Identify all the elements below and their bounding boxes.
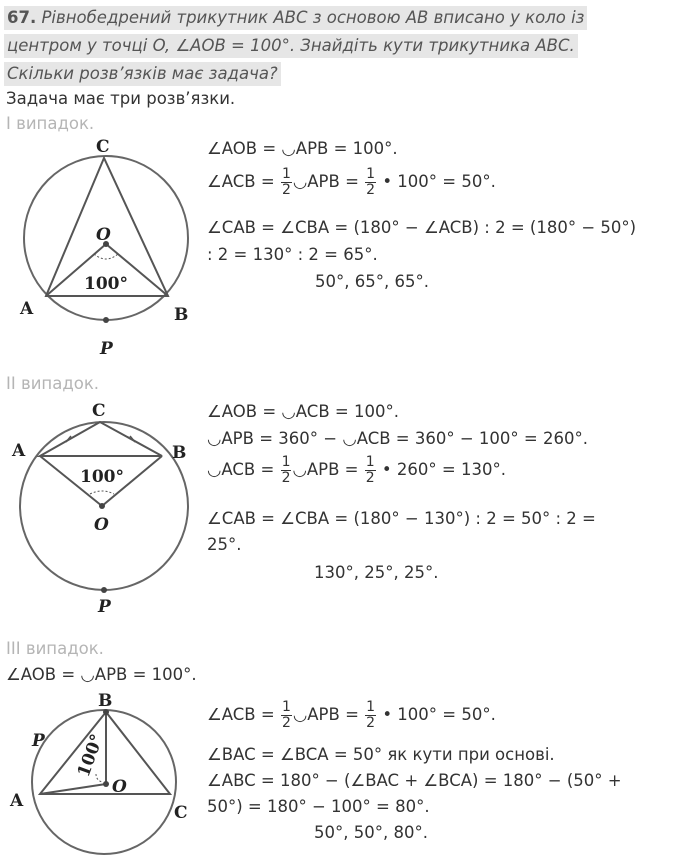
case1-title: І випадок.: [6, 114, 95, 133]
case1-label-c: C: [96, 137, 110, 157]
task-line-1: [4, 6, 587, 30]
case3-eq1-pre: ∠ACB =: [207, 705, 280, 724]
case2-answer: 130°, 25°, 25°.: [314, 563, 439, 582]
case1-eq2-frac1: [281, 167, 292, 198]
fraction-den: 2: [366, 715, 376, 731]
case1-answer: 50°, 65°, 65°.: [315, 272, 429, 291]
case1-point-p: [103, 317, 109, 323]
fraction-den: 2: [281, 470, 291, 486]
case1-label-o: O: [96, 225, 111, 245]
fraction-num: 1: [366, 699, 376, 715]
case3-eq1-mid: ◡APB =: [292, 705, 365, 724]
case2-eq3-frac1: [281, 455, 292, 486]
case1-eq2-pre: ∠ACB =: [207, 172, 280, 191]
case3-eq4: 50°) = 180° − 100° = 80°.: [207, 797, 430, 816]
fraction-num: 1: [281, 699, 291, 715]
case2-label-p: P: [98, 597, 111, 617]
fraction-num: 1: [281, 454, 291, 470]
case1-label-b: B: [174, 305, 189, 325]
case1-label-a: A: [20, 299, 34, 319]
case2-eq3: [207, 454, 506, 486]
case2-label-c: C: [92, 401, 106, 421]
case1-eq1: ∠AOB = ◡APB = 100°.: [207, 139, 398, 158]
fraction-den: 2: [281, 715, 291, 731]
case2-eq2: ◡APB = 360° − ◡ACB = 360° − 100° = 260°.: [207, 429, 588, 448]
case2-label-a: A: [12, 441, 26, 461]
task-line-2: центром у точці O, ∠AOB = 100°. Знайдіть кути трикутника ABC.: [4, 34, 578, 58]
case2-center-dot: [99, 503, 105, 509]
case1-eq3: ∠CAB = ∠CBA = (180° − ∠ACB) : 2 = (180° − 50°): [207, 218, 637, 237]
task-number: 67.: [7, 8, 37, 27]
case2-label-o: O: [94, 515, 109, 535]
case3-eq1-post: • 100° = 50°.: [377, 705, 496, 724]
fraction-num: 1: [365, 454, 375, 470]
case3-label-c: C: [174, 803, 188, 823]
case1-eq2-post: • 100° = 50°.: [377, 172, 496, 191]
case3-eq2: ∠BAC = ∠BCA = 50° як кути при основі.: [207, 745, 555, 764]
case1-eq4: : 2 = 130° : 2 = 65°.: [207, 245, 378, 264]
case3-label-b: B: [98, 691, 113, 711]
case1-eq2: [207, 166, 496, 198]
case3-diagram: [6, 688, 206, 858]
case2-diagram: [6, 396, 206, 622]
case3-eq3: ∠ABC = 180° − (∠BAC + ∠BCA) = 180° − (50° +: [207, 771, 622, 790]
case1-angle-arc: [94, 254, 118, 259]
case3-eq1-frac1: [281, 700, 292, 731]
case3-angle-arc: [96, 774, 102, 782]
case1-eq2-frac2: [365, 167, 376, 198]
task-line-3: Скільки розв’язків має задача?: [4, 62, 281, 86]
fraction-num: 1: [366, 166, 376, 182]
case2-eq3-pre: ◡ACB =: [207, 460, 280, 479]
case3-title: ІІІ випадок.: [6, 639, 104, 658]
case2-label-angle: 100°: [80, 467, 124, 487]
intro-text: Задача має три розв’язки.: [6, 89, 236, 108]
case3-eq1-frac2: [365, 700, 376, 731]
task-text-1: Рівнобедрений трикутник ABC з основою AB вписано у коло із: [36, 8, 585, 27]
case1-label-angle: 100°: [84, 274, 128, 294]
fraction-den: 2: [365, 470, 375, 486]
case2-title: ІІ випадок.: [6, 374, 100, 393]
case3-label-angle: 100°: [73, 731, 108, 780]
case3-label-p: P: [32, 731, 45, 751]
case3-label-a: A: [10, 791, 24, 811]
fraction-num: 1: [281, 166, 291, 182]
case1-eq2-mid: ◡APB =: [292, 172, 365, 191]
case2-triangle: [40, 422, 162, 456]
case2-eq4: ∠CAB = ∠CBA = (180° − 130°) : 2 = 50° : 2 =: [207, 509, 596, 528]
case2-angle-arc: [90, 491, 114, 494]
case3-eq0: ∠AOB = ◡APB = 100°.: [6, 665, 197, 684]
case3-radius-oa: [40, 784, 106, 794]
case2-eq3-mid: ◡APB =: [292, 460, 364, 479]
case3-center-dot: [103, 781, 109, 787]
case2-point-p: [101, 587, 107, 593]
case3-eq1: [207, 699, 496, 731]
case2-label-b: B: [172, 443, 187, 463]
fraction-den: 2: [366, 182, 376, 198]
case2-eq3-frac2: [365, 455, 376, 486]
fraction-den: 2: [281, 182, 291, 198]
case2-eq3-post: • 260° = 130°.: [376, 460, 506, 479]
case1-label-p: P: [100, 339, 113, 359]
case2-eq5: 25°.: [207, 535, 242, 554]
case2-eq1: ∠AOB = ◡ACB = 100°.: [207, 402, 399, 421]
case3-label-o: O: [112, 777, 127, 797]
case3-answer: 50°, 50°, 80°.: [314, 823, 428, 842]
case1-diagram: [16, 132, 206, 362]
